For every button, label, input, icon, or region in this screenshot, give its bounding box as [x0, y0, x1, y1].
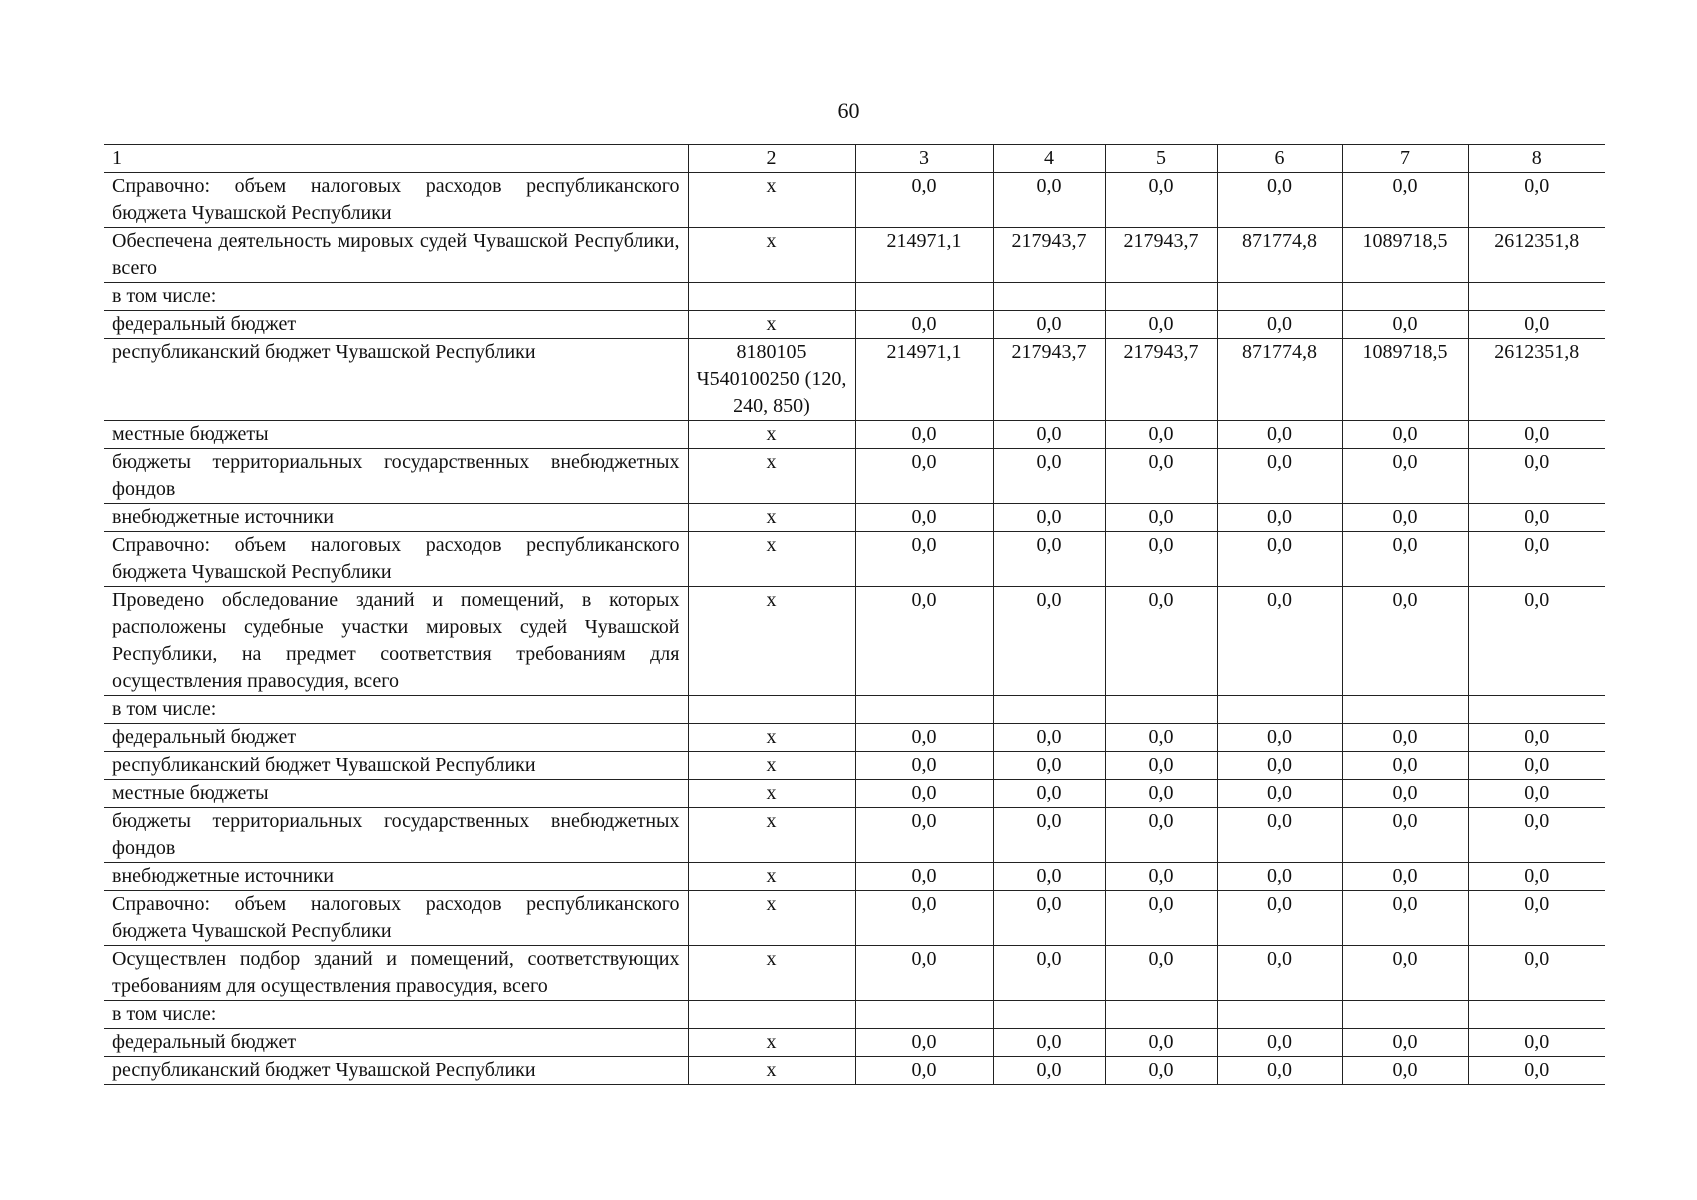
value-cell: 217943,7: [1105, 339, 1217, 421]
table-row: [104, 724, 1605, 752]
value-cell: 0,0: [1105, 863, 1217, 891]
budget-code-cell: х: [688, 752, 855, 780]
budget-code-cell: х: [688, 1029, 855, 1057]
budget-code-cell: х: [688, 532, 855, 587]
value-cell: 0,0: [1105, 173, 1217, 228]
value-cell: [993, 283, 1105, 311]
column-header: 3: [855, 145, 993, 173]
budget-code-cell: [688, 1001, 855, 1029]
row-label: в том числе:: [104, 1001, 688, 1029]
value-cell: 0,0: [1468, 808, 1605, 863]
value-cell: 0,0: [1217, 311, 1342, 339]
value-cell: 0,0: [1105, 808, 1217, 863]
table-row: [104, 1029, 1605, 1057]
value-cell: [1468, 1001, 1605, 1029]
value-cell: [1468, 283, 1605, 311]
value-cell: 0,0: [1217, 946, 1342, 1001]
value-cell: [993, 696, 1105, 724]
value-cell: 0,0: [1217, 808, 1342, 863]
value-cell: 0,0: [1342, 532, 1468, 587]
value-cell: 0,0: [855, 532, 993, 587]
value-cell: 0,0: [1342, 1057, 1468, 1085]
value-cell: 871774,8: [1217, 339, 1342, 421]
value-cell: 0,0: [1342, 173, 1468, 228]
table-row: [104, 449, 1605, 504]
value-cell: 0,0: [993, 752, 1105, 780]
table-row: [104, 891, 1605, 946]
value-cell: 0,0: [993, 587, 1105, 696]
table-row: [104, 696, 1605, 724]
value-cell: 0,0: [1105, 1057, 1217, 1085]
value-cell: [1105, 696, 1217, 724]
value-cell: 0,0: [993, 724, 1105, 752]
value-cell: 0,0: [1342, 1029, 1468, 1057]
value-cell: 0,0: [1217, 752, 1342, 780]
row-label: республиканский бюджет Чувашской Республики: [104, 339, 688, 421]
budget-code-cell: х: [688, 891, 855, 946]
table-row: [104, 780, 1605, 808]
value-cell: [1105, 283, 1217, 311]
value-cell: 0,0: [1105, 891, 1217, 946]
budget-code-cell: х: [688, 780, 855, 808]
budget-code-cell: х: [688, 863, 855, 891]
value-cell: 0,0: [1217, 1029, 1342, 1057]
value-cell: 0,0: [993, 311, 1105, 339]
value-cell: 0,0: [993, 946, 1105, 1001]
row-label: местные бюджеты: [104, 780, 688, 808]
value-cell: 0,0: [855, 587, 993, 696]
table-row: [104, 173, 1605, 228]
row-label: Справочно: объем налоговых расходов республиканского бюджета Чувашской Республики: [104, 532, 688, 587]
row-label: федеральный бюджет: [104, 724, 688, 752]
value-cell: 0,0: [1342, 863, 1468, 891]
value-cell: 0,0: [1217, 780, 1342, 808]
column-header-row: [104, 145, 1605, 173]
table-row: [104, 752, 1605, 780]
value-cell: 0,0: [855, 1029, 993, 1057]
value-cell: 0,0: [993, 504, 1105, 532]
column-header: 7: [1342, 145, 1468, 173]
value-cell: 0,0: [1217, 724, 1342, 752]
row-label: федеральный бюджет: [104, 1029, 688, 1057]
table-row: [104, 339, 1605, 421]
value-cell: 0,0: [1105, 587, 1217, 696]
value-cell: 0,0: [993, 532, 1105, 587]
value-cell: 0,0: [855, 504, 993, 532]
value-cell: 0,0: [1105, 504, 1217, 532]
budget-code-cell: х: [688, 724, 855, 752]
value-cell: [1342, 1001, 1468, 1029]
value-cell: 217943,7: [993, 339, 1105, 421]
table-row: [104, 1057, 1605, 1085]
page-number: 60: [837, 98, 860, 123]
value-cell: 217943,7: [993, 228, 1105, 283]
value-cell: 0,0: [1468, 752, 1605, 780]
value-cell: [855, 696, 993, 724]
column-header: 8: [1468, 145, 1605, 173]
value-cell: 0,0: [1468, 1029, 1605, 1057]
value-cell: 0,0: [993, 863, 1105, 891]
value-cell: 0,0: [1217, 449, 1342, 504]
value-cell: 0,0: [1342, 449, 1468, 504]
value-cell: 0,0: [993, 173, 1105, 228]
table-row: [104, 808, 1605, 863]
value-cell: 0,0: [1468, 587, 1605, 696]
row-label: бюджеты территориальных государственных внебюджетных фондов: [104, 808, 688, 863]
value-cell: 0,0: [855, 449, 993, 504]
column-header: 1: [104, 145, 688, 173]
table-row: [104, 311, 1605, 339]
row-label: в том числе:: [104, 696, 688, 724]
value-cell: 0,0: [1468, 891, 1605, 946]
value-cell: 0,0: [855, 946, 993, 1001]
value-cell: 0,0: [855, 780, 993, 808]
value-cell: 0,0: [993, 449, 1105, 504]
table-row: [104, 587, 1605, 696]
value-cell: 0,0: [993, 891, 1105, 946]
value-cell: [855, 1001, 993, 1029]
row-label: в том числе:: [104, 283, 688, 311]
row-label: местные бюджеты: [104, 421, 688, 449]
row-label: внебюджетные источники: [104, 863, 688, 891]
value-cell: 0,0: [1342, 780, 1468, 808]
value-cell: 0,0: [993, 421, 1105, 449]
budget-table: [104, 144, 1605, 1085]
value-cell: 0,0: [1217, 532, 1342, 587]
value-cell: [1105, 1001, 1217, 1029]
budget-code-cell: х: [688, 228, 855, 283]
value-cell: 0,0: [1217, 863, 1342, 891]
value-cell: 0,0: [1468, 1057, 1605, 1085]
value-cell: 214971,1: [855, 228, 993, 283]
value-cell: 0,0: [1468, 421, 1605, 449]
value-cell: 0,0: [1342, 311, 1468, 339]
value-cell: 0,0: [1342, 587, 1468, 696]
column-header: 4: [993, 145, 1105, 173]
table-row: [104, 863, 1605, 891]
value-cell: 217943,7: [1105, 228, 1217, 283]
value-cell: 0,0: [1342, 504, 1468, 532]
budget-code-cell: [688, 696, 855, 724]
budget-code-cell: х: [688, 504, 855, 532]
value-cell: 0,0: [855, 724, 993, 752]
value-cell: 0,0: [1468, 724, 1605, 752]
value-cell: 0,0: [1342, 752, 1468, 780]
value-cell: 0,0: [855, 1057, 993, 1085]
value-cell: 0,0: [1217, 1057, 1342, 1085]
value-cell: 0,0: [1342, 808, 1468, 863]
value-cell: 0,0: [1105, 311, 1217, 339]
value-cell: [1217, 696, 1342, 724]
table-row: [104, 228, 1605, 283]
budget-code-cell: [688, 283, 855, 311]
row-label: федеральный бюджет: [104, 311, 688, 339]
value-cell: 0,0: [1105, 752, 1217, 780]
table-row: [104, 421, 1605, 449]
value-cell: 0,0: [1105, 532, 1217, 587]
value-cell: 0,0: [1342, 724, 1468, 752]
value-cell: [855, 283, 993, 311]
value-cell: 0,0: [1468, 946, 1605, 1001]
row-label: бюджеты территориальных государственных внебюджетных фондов: [104, 449, 688, 504]
budget-code-cell: х: [688, 1057, 855, 1085]
value-cell: 0,0: [1468, 863, 1605, 891]
value-cell: 0,0: [1468, 780, 1605, 808]
value-cell: 0,0: [1342, 891, 1468, 946]
value-cell: [993, 1001, 1105, 1029]
value-cell: 0,0: [1217, 421, 1342, 449]
table-row: [104, 283, 1605, 311]
value-cell: 0,0: [1105, 1029, 1217, 1057]
value-cell: 0,0: [1468, 311, 1605, 339]
value-cell: 0,0: [1105, 421, 1217, 449]
column-header: 6: [1217, 145, 1342, 173]
value-cell: 0,0: [1105, 724, 1217, 752]
row-label: Проведено обследование зданий и помещений, в которых расположены судебные участки мировых судей Чувашской Республики, на предмет соответствия требованиям для осуществления правосудия, всего: [104, 587, 688, 696]
table-row: [104, 1001, 1605, 1029]
value-cell: 0,0: [1217, 173, 1342, 228]
value-cell: 1089718,5: [1342, 339, 1468, 421]
value-cell: 871774,8: [1217, 228, 1342, 283]
row-label: республиканский бюджет Чувашской Республики: [104, 1057, 688, 1085]
value-cell: 0,0: [1342, 421, 1468, 449]
value-cell: 0,0: [993, 1029, 1105, 1057]
table-row: [104, 946, 1605, 1001]
budget-code-cell: 8180105 Ч540100250 (120, 240, 850): [688, 339, 855, 421]
row-label: Справочно: объем налоговых расходов республиканского бюджета Чувашской Республики: [104, 891, 688, 946]
value-cell: 0,0: [1468, 449, 1605, 504]
table-row: [104, 532, 1605, 587]
value-cell: 0,0: [1468, 532, 1605, 587]
value-cell: 0,0: [1105, 946, 1217, 1001]
value-cell: 0,0: [1342, 946, 1468, 1001]
value-cell: 0,0: [993, 1057, 1105, 1085]
value-cell: 0,0: [993, 780, 1105, 808]
budget-code-cell: х: [688, 421, 855, 449]
value-cell: [1217, 283, 1342, 311]
budget-code-cell: х: [688, 808, 855, 863]
value-cell: 0,0: [993, 808, 1105, 863]
column-header: 5: [1105, 145, 1217, 173]
value-cell: 0,0: [1217, 587, 1342, 696]
table-body: [104, 145, 1605, 1085]
value-cell: [1217, 1001, 1342, 1029]
value-cell: 0,0: [855, 808, 993, 863]
value-cell: [1342, 696, 1468, 724]
budget-code-cell: х: [688, 587, 855, 696]
value-cell: 2612351,8: [1468, 339, 1605, 421]
value-cell: 0,0: [1217, 891, 1342, 946]
value-cell: 0,0: [855, 311, 993, 339]
value-cell: 0,0: [855, 863, 993, 891]
value-cell: 0,0: [1217, 504, 1342, 532]
value-cell: 1089718,5: [1342, 228, 1468, 283]
value-cell: 0,0: [855, 421, 993, 449]
row-label: Справочно: объем налоговых расходов республиканского бюджета Чувашской Республики: [104, 173, 688, 228]
value-cell: 0,0: [1468, 173, 1605, 228]
column-header: 2: [688, 145, 855, 173]
value-cell: 0,0: [855, 173, 993, 228]
row-label: Обеспечена деятельность мировых судей Чувашской Республики, всего: [104, 228, 688, 283]
value-cell: 2612351,8: [1468, 228, 1605, 283]
budget-code-cell: х: [688, 449, 855, 504]
budget-code-cell: х: [688, 173, 855, 228]
row-label: внебюджетные источники: [104, 504, 688, 532]
row-label: республиканский бюджет Чувашской Республики: [104, 752, 688, 780]
value-cell: 0,0: [1105, 449, 1217, 504]
value-cell: 0,0: [855, 752, 993, 780]
budget-code-cell: х: [688, 311, 855, 339]
value-cell: 0,0: [1105, 780, 1217, 808]
value-cell: 0,0: [855, 891, 993, 946]
value-cell: [1468, 696, 1605, 724]
value-cell: 214971,1: [855, 339, 993, 421]
value-cell: 0,0: [1468, 504, 1605, 532]
row-label: Осуществлен подбор зданий и помещений, соответствующих требованиям для осуществления правосудия, всего: [104, 946, 688, 1001]
budget-code-cell: х: [688, 946, 855, 1001]
table-row: [104, 504, 1605, 532]
value-cell: [1342, 283, 1468, 311]
